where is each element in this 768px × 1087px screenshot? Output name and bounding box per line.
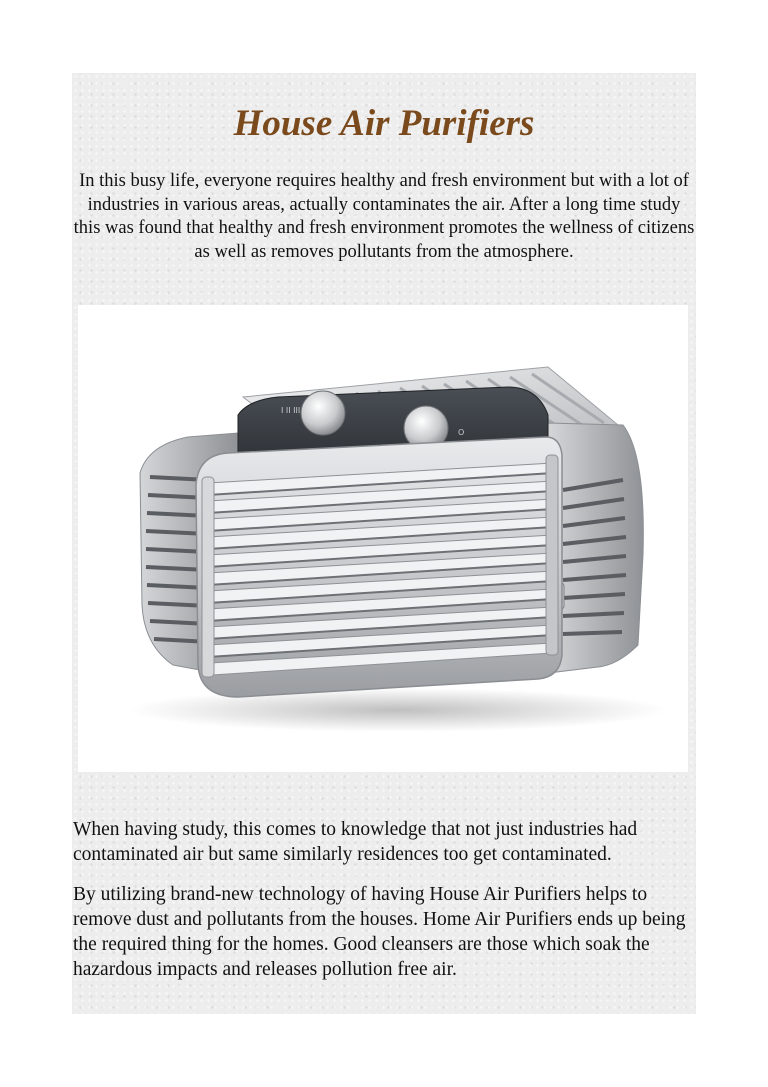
- speed-knob: [301, 391, 345, 435]
- air-purifier-photo: [78, 305, 688, 772]
- off-mark: O: [458, 428, 465, 437]
- floor-shadow: [128, 688, 668, 732]
- air-purifier-illustration: [78, 305, 688, 772]
- speed-setting-marks: I II III: [281, 406, 301, 415]
- page-title: House Air Purifiers: [233, 103, 535, 144]
- intro-paragraph: In this busy life, everyone requires healthy and fresh environment but with a lot of industries in various areas, actually contaminates the air. After a long time study this was found that healthy and fresh environment promotes the wellness of citizens as well as removes pollutants from the atmosphere.: [73, 171, 695, 262]
- grille-right-rib: [546, 455, 558, 655]
- body-paragraph: By utilizing brand-new technology of having House Air Purifiers helps to remove dust and pollutants from the houses. Home Air Purifiers ends up being the required thing for the homes. Good cleansers are those which soak the hazardous impacts and releases pollution free air.: [73, 884, 686, 980]
- grille-left-rib: [202, 477, 214, 677]
- body-paragraph: When having study, this comes to knowledge that not just industries had contaminated air but same similarly residences too get contaminated.: [73, 819, 638, 865]
